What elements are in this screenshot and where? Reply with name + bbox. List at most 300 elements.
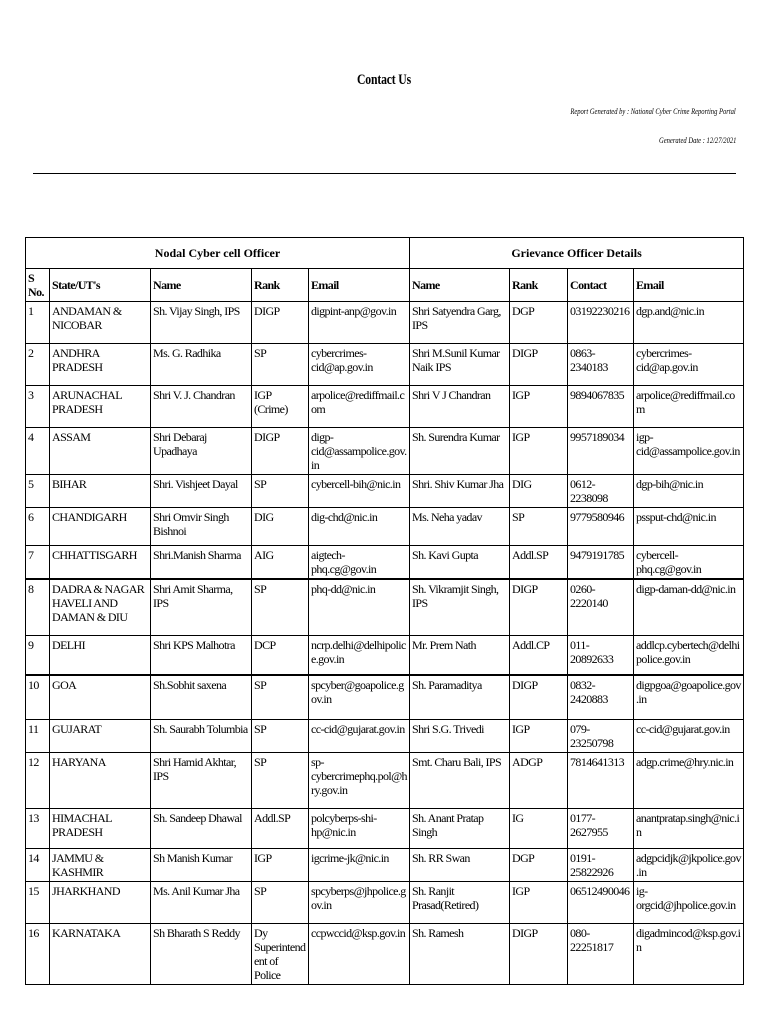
contact-text: 9957189034 — [570, 430, 625, 444]
grievance-rank-cell — [510, 386, 568, 428]
nodal-rank-text: SP — [254, 754, 267, 769]
grievance-rank-cell — [510, 881, 568, 923]
nodal-rank-text: DCP — [254, 637, 276, 652]
grievance-email-text[interactable]: igp-cid@assampolice.gov.in — [636, 430, 740, 458]
nodal-email-text[interactable]: digpint-anp@gov.in — [311, 304, 397, 318]
grievance-email-text[interactable]: anantpratap.singh@nic.in — [636, 810, 740, 839]
grievance-name-cell — [410, 475, 510, 508]
contact-cell — [568, 808, 634, 848]
grievance-name-text: Sh. Paramaditya — [412, 678, 482, 692]
grievance-name-text: Shri V J Chandran — [412, 388, 491, 402]
state-cell — [50, 881, 151, 923]
grievance-name-text: Mr. Prem Nath — [412, 637, 476, 652]
grievance-rank-cell — [510, 344, 568, 386]
nodal-name-cell — [151, 752, 252, 808]
sno-text: 8 — [28, 582, 34, 596]
grievance-name-cell — [410, 344, 510, 386]
nodal-rank-cell — [252, 344, 309, 386]
nodal-email-cell — [309, 635, 410, 675]
grievance-name-cell — [410, 675, 510, 719]
nodal-name-cell — [151, 675, 252, 719]
sno-text: 2 — [28, 346, 34, 360]
grievance-name-cell — [410, 635, 510, 675]
contact-text: 079-23250798 — [570, 721, 614, 750]
grievance-email-cell — [634, 302, 744, 344]
sno-text: 15 — [28, 883, 39, 898]
group-header-row — [26, 238, 744, 269]
nodal-name-text: Sh. Saurabh Tolumbia — [153, 721, 248, 736]
nodal-name-text: Shri. Vishjeet Dayal — [153, 477, 238, 491]
state-cell — [50, 808, 151, 848]
grievance-email-cell — [634, 546, 744, 580]
contact-text: 0832-2420883 — [570, 678, 608, 706]
grievance-rank-text: IGP — [512, 883, 530, 898]
nodal-email-text[interactable]: spcyberps@jhpolice.gov.in — [311, 883, 406, 912]
col-state: State/UT's — [50, 269, 151, 302]
grievance-rank-cell — [510, 508, 568, 546]
grievance-name-text: Smt. Charu Bali, IPS — [412, 754, 502, 769]
nodal-name-cell — [151, 546, 252, 580]
nodal-rank-cell — [252, 428, 309, 475]
nodal-email-cell — [309, 508, 410, 546]
nodal-name-text: Sh Manish Kumar — [153, 850, 232, 865]
state-cell — [50, 848, 151, 881]
contact-text: 9779580946 — [570, 510, 625, 524]
grievance-rank-text: IGP — [512, 430, 530, 444]
nodal-name-text: Shri Amit Sharma, IPS — [153, 582, 233, 610]
nodal-email-text[interactable]: cc-cid@gujarat.gov.in — [311, 721, 405, 736]
nodal-rank-text: DIG — [254, 510, 274, 524]
state-text: JAMMU & KASHMIR — [52, 850, 104, 879]
state-cell — [50, 428, 151, 475]
contact-cell — [568, 579, 634, 635]
nodal-name-cell — [151, 475, 252, 508]
grievance-name-cell — [410, 881, 510, 923]
sno-text: 5 — [28, 477, 34, 491]
grievance-rank-text: DGP — [512, 304, 535, 318]
grievance-rank-cell — [510, 428, 568, 475]
nodal-name-cell — [151, 719, 252, 752]
nodal-rank-cell — [252, 752, 309, 808]
grievance-name-cell — [410, 808, 510, 848]
nodal-email-text[interactable]: cybercrimes-cid@ap.gov.in — [311, 346, 373, 374]
nodal-email-cell — [309, 719, 410, 752]
contact-cell — [568, 881, 634, 923]
table-row — [26, 675, 744, 719]
grievance-email-text[interactable]: adgpcidjk@jkpolice.gov.in — [636, 850, 741, 879]
grievance-name-cell — [410, 428, 510, 475]
nodal-rank-cell — [252, 923, 309, 984]
nodal-email-cell — [309, 923, 410, 984]
nodal-name-cell — [151, 808, 252, 848]
nodal-rank-cell — [252, 635, 309, 675]
table-row — [26, 848, 744, 881]
contact-text: 9479191785 — [570, 548, 625, 562]
grievance-name-cell — [410, 302, 510, 344]
grievance-name-cell — [410, 386, 510, 428]
nodal-email-text[interactable]: phq-dd@nic.in — [311, 582, 376, 596]
nodal-name-text: Sh Bharath S Reddy — [153, 925, 240, 940]
state-cell — [50, 719, 151, 752]
grievance-rank-cell — [510, 719, 568, 752]
nodal-rank-text: DIGP — [254, 304, 280, 318]
contact-cell — [568, 719, 634, 752]
contact-cell — [568, 923, 634, 984]
grievance-name-text: Ms. Neha yadav — [412, 510, 482, 524]
grievance-email-text[interactable]: arpolice@rediffmail.com — [636, 388, 735, 416]
contact-cell — [568, 302, 634, 344]
grievance-rank-text: IGP — [512, 721, 530, 736]
contact-text: 080-22251817 — [570, 925, 614, 954]
state-text: JHARKHAND — [52, 883, 120, 898]
nodal-officer-header: Nodal Cyber cell Officer — [26, 238, 410, 269]
grievance-officer-header: Grievance Officer Details — [410, 238, 744, 269]
nodal-rank-cell — [252, 546, 309, 580]
grievance-email-text[interactable]: dgp.and@nic.in — [636, 304, 705, 318]
grievance-name-cell — [410, 923, 510, 984]
sno-cell — [26, 675, 50, 719]
nodal-email-text[interactable]: arpolice@rediffmail.com — [311, 388, 405, 416]
nodal-email-cell — [309, 344, 410, 386]
sno-cell — [26, 752, 50, 808]
contact-text: 0191-25822926 — [570, 850, 614, 879]
state-cell — [50, 579, 151, 635]
contact-cell — [568, 752, 634, 808]
sno-cell — [26, 386, 50, 428]
grievance-name-text: Shri S.G. Trivedi — [412, 721, 484, 736]
grievance-email-cell — [634, 635, 744, 675]
state-text: ANDHRA PRADESH — [52, 346, 103, 374]
grievance-rank-cell — [510, 546, 568, 580]
sno-text: 6 — [28, 510, 34, 524]
nodal-email-text[interactable]: ncrp.delhi@delhipolice.gov.in — [311, 637, 406, 666]
grievance-name-cell — [410, 719, 510, 752]
sno-cell — [26, 546, 50, 580]
grievance-email-cell — [634, 719, 744, 752]
grievance-name-cell — [410, 848, 510, 881]
sno-text: 13 — [28, 810, 39, 825]
grievance-name-cell — [410, 579, 510, 635]
nodal-rank-cell — [252, 579, 309, 635]
grievance-email-cell — [634, 752, 744, 808]
nodal-name-cell — [151, 302, 252, 344]
nodal-rank-text: SP — [254, 477, 267, 491]
table-row — [26, 808, 744, 848]
grievance-name-cell — [410, 508, 510, 546]
contact-text: 0177-2627955 — [570, 810, 608, 839]
sno-cell — [26, 808, 50, 848]
grievance-name-text: Shri M.Sunil Kumar Naik IPS — [412, 346, 500, 374]
nodal-rank-cell — [252, 848, 309, 881]
grievance-rank-text: IGP — [512, 388, 530, 402]
table-row — [26, 475, 744, 508]
nodal-email-cell — [309, 848, 410, 881]
state-cell — [50, 344, 151, 386]
table-row — [26, 302, 744, 344]
table-row — [26, 579, 744, 635]
table-row — [26, 344, 744, 386]
contact-cell — [568, 635, 634, 675]
nodal-email-text[interactable]: digp-cid@assampolice.gov.in — [311, 430, 407, 472]
nodal-name-text: Sh. Vijay Singh, IPS — [153, 304, 240, 318]
nodal-name-text: Ms. G. Radhika — [153, 346, 221, 360]
contact-text: 9894067835 — [570, 388, 625, 402]
nodal-name-text: Shri V. J. Chandran — [153, 388, 235, 402]
sno-cell — [26, 508, 50, 546]
table-body — [26, 302, 744, 985]
grievance-email-text[interactable]: cybercrimes-cid@ap.gov.in — [636, 346, 698, 374]
nodal-name-cell — [151, 579, 252, 635]
sno-cell — [26, 635, 50, 675]
nodal-rank-text: AIG — [254, 548, 274, 562]
state-cell — [50, 508, 151, 546]
grievance-email-cell — [634, 579, 744, 635]
generated-date: Generated Date : 12/27/2021 — [658, 136, 736, 145]
grievance-rank-text: DIGP — [512, 678, 538, 692]
grievance-email-cell — [634, 923, 744, 984]
grievance-rank-text: DIGP — [512, 925, 538, 940]
nodal-email-cell — [309, 546, 410, 580]
column-header-row — [26, 269, 744, 302]
sno-text: 12 — [28, 754, 39, 769]
state-cell — [50, 923, 151, 984]
col-grievance-rank: Rank — [510, 269, 568, 302]
grievance-name-text: Sh. Surendra Kumar — [412, 430, 500, 444]
grievance-rank-cell — [510, 808, 568, 848]
nodal-email-cell — [309, 579, 410, 635]
nodal-rank-text: Dy Superintendent of Police — [254, 925, 306, 982]
table-row — [26, 428, 744, 475]
grievance-email-text[interactable]: ig-orgcid@jhpolice.gov.in — [636, 883, 736, 912]
nodal-email-cell — [309, 881, 410, 923]
table-row — [26, 881, 744, 923]
col-sno: S No. — [26, 269, 50, 302]
nodal-name-cell — [151, 848, 252, 881]
grievance-email-cell — [634, 386, 744, 428]
col-grievance-contact: Contact — [568, 269, 634, 302]
sno-cell — [26, 881, 50, 923]
grievance-email-text[interactable]: cc-cid@gujarat.gov.in — [636, 721, 730, 736]
col-nodal-rank: Rank — [252, 269, 309, 302]
state-text: ASSAM — [52, 430, 91, 444]
nodal-email-cell — [309, 475, 410, 508]
table-row — [26, 386, 744, 428]
grievance-email-cell — [634, 881, 744, 923]
nodal-email-text[interactable]: ccpwccid@ksp.gov.in — [311, 925, 406, 940]
nodal-rank-cell — [252, 675, 309, 719]
nodal-email-text[interactable]: aigtech-phq.cg@gov.in — [311, 548, 377, 576]
nodal-email-text[interactable]: polcyberps-shi-hp@nic.in — [311, 810, 377, 839]
nodal-name-cell — [151, 881, 252, 923]
sno-cell — [26, 475, 50, 508]
nodal-email-cell — [309, 386, 410, 428]
sno-text: 7 — [28, 548, 34, 562]
nodal-rank-text: SP — [254, 678, 267, 692]
sno-text: 3 — [28, 388, 34, 402]
grievance-email-text[interactable]: digpgoa@goapolice.gov.in — [636, 678, 741, 706]
nodal-name-text: Ms. Anil Kumar Jha — [153, 883, 240, 898]
grievance-name-text: Sh. Ranjit Prasad(Retired) — [412, 883, 479, 912]
contact-cell — [568, 848, 634, 881]
nodal-rank-cell — [252, 302, 309, 344]
state-text: CHHATTISGARH — [52, 548, 137, 562]
table-row — [26, 719, 744, 752]
contact-text: 7814641313 — [570, 754, 625, 769]
state-cell — [50, 752, 151, 808]
grievance-rank-cell — [510, 475, 568, 508]
nodal-name-text: Sh.Sobhit saxena — [153, 678, 227, 692]
nodal-rank-text: DIGP — [254, 430, 280, 444]
contacts-table — [25, 237, 744, 985]
grievance-rank-text: DIGP — [512, 582, 538, 596]
grievance-rank-cell — [510, 752, 568, 808]
state-text: ANDAMAN & NICOBAR — [52, 304, 122, 332]
state-cell — [50, 302, 151, 344]
sno-cell — [26, 302, 50, 344]
sno-text: 1 — [28, 304, 34, 318]
nodal-email-text[interactable]: dig-chd@nic.in — [311, 510, 378, 524]
grievance-rank-text: Addl.CP — [512, 637, 550, 652]
table-row — [26, 508, 744, 546]
nodal-email-text[interactable]: igcrime-jk@nic.in — [311, 850, 389, 865]
nodal-email-cell — [309, 752, 410, 808]
nodal-name-cell — [151, 508, 252, 546]
contact-text: 03192230216 — [570, 304, 630, 318]
sno-text: 4 — [28, 430, 34, 444]
grievance-email-cell — [634, 475, 744, 508]
table-row — [26, 752, 744, 808]
grievance-email-text[interactable]: digadmincod@ksp.gov.in — [636, 925, 741, 954]
state-text: HIMACHAL PRADESH — [52, 810, 112, 839]
grievance-name-text: Sh. Ramesh — [412, 925, 464, 940]
grievance-name-text: Sh. Kavi Gupta — [412, 548, 478, 562]
nodal-rank-text: SP — [254, 346, 267, 360]
state-cell — [50, 475, 151, 508]
table-row — [26, 635, 744, 675]
grievance-rank-text: ADGP — [512, 754, 543, 769]
col-nodal-name: Name — [151, 269, 252, 302]
report-source: Report Generated by : National Cyber Crime Reporting Portal — [570, 107, 736, 116]
contact-text: 0612-2238098 — [570, 477, 608, 505]
sno-text: 9 — [28, 637, 34, 652]
contact-cell — [568, 428, 634, 475]
contact-text: 0260-2220140 — [570, 582, 608, 610]
grievance-rank-text: DIGP — [512, 346, 538, 360]
state-text: CHANDIGARH — [52, 510, 127, 524]
grievance-name-cell — [410, 546, 510, 580]
nodal-rank-text: SP — [254, 721, 267, 736]
nodal-email-text[interactable]: cybercell-bih@nic.in — [311, 477, 401, 491]
state-text: HARYANA — [52, 754, 106, 769]
grievance-email-cell — [634, 675, 744, 719]
sno-cell — [26, 719, 50, 752]
nodal-email-text[interactable]: spcyber@goapolice.gov.in — [311, 678, 404, 706]
grievance-email-text[interactable]: dgp-bih@nic.in — [636, 477, 704, 491]
sno-cell — [26, 428, 50, 475]
state-cell — [50, 546, 151, 580]
table-row — [26, 923, 744, 984]
contact-cell — [568, 675, 634, 719]
nodal-email-cell — [309, 675, 410, 719]
nodal-rank-cell — [252, 808, 309, 848]
nodal-rank-cell — [252, 508, 309, 546]
grievance-rank-cell — [510, 848, 568, 881]
state-cell — [50, 386, 151, 428]
nodal-email-text[interactable]: sp-cybercrimephq.pol@hry.gov.in — [311, 754, 407, 797]
grievance-email-cell — [634, 344, 744, 386]
sno-cell — [26, 344, 50, 386]
grievance-email-text[interactable]: addlcp.cybertech@delhipolice.gov.in — [636, 637, 740, 666]
nodal-name-cell — [151, 386, 252, 428]
contact-text: 0863-2340183 — [570, 346, 608, 374]
nodal-rank-cell — [252, 386, 309, 428]
state-text: DADRA & NAGAR HAVELI AND DAMAN & DIU — [52, 582, 145, 624]
sno-cell — [26, 923, 50, 984]
state-text: BIHAR — [52, 477, 87, 491]
nodal-name-cell — [151, 635, 252, 675]
table-row — [26, 546, 744, 580]
contact-cell — [568, 475, 634, 508]
contact-text: 06512490046 — [570, 883, 630, 898]
grievance-email-text[interactable]: cybercell-phq.cg@gov.in — [636, 548, 702, 576]
page-title: Contact Us — [356, 72, 412, 88]
grievance-rank-cell — [510, 302, 568, 344]
grievance-rank-text: IG — [512, 810, 524, 825]
grievance-rank-text: DGP — [512, 850, 535, 865]
nodal-name-cell — [151, 428, 252, 475]
nodal-rank-cell — [252, 475, 309, 508]
grievance-rank-text: SP — [512, 510, 525, 524]
sno-text: 11 — [28, 721, 39, 736]
grievance-name-text: Sh. Anant Pratap Singh — [412, 810, 484, 839]
sno-text: 14 — [28, 850, 39, 865]
state-text: GUJARAT — [52, 721, 102, 736]
nodal-name-text: Shri Debaraj Upadhaya — [153, 430, 207, 458]
grievance-email-text[interactable]: pssput-chd@nic.in — [636, 510, 716, 524]
grievance-email-text[interactable]: digp-daman-dd@nic.in — [636, 582, 736, 596]
grievance-name-cell — [410, 752, 510, 808]
col-grievance-email: Email — [634, 269, 744, 302]
grievance-rank-cell — [510, 635, 568, 675]
contact-cell — [568, 386, 634, 428]
grievance-name-text: Shri Satyendra Garg, IPS — [412, 304, 501, 332]
contact-text: 011-20892633 — [570, 637, 614, 666]
nodal-name-cell — [151, 344, 252, 386]
nodal-name-text: Shri Hamid Akhtar, IPS — [153, 754, 237, 783]
col-grievance-name: Name — [410, 269, 510, 302]
nodal-rank-text: SP — [254, 582, 267, 596]
contact-cell — [568, 508, 634, 546]
col-nodal-email: Email — [309, 269, 410, 302]
grievance-rank-text: DIG — [512, 477, 532, 491]
nodal-rank-text: Addl.SP — [254, 810, 291, 825]
nodal-name-text: Shri.Manish Sharma — [153, 548, 241, 562]
grievance-name-text: Sh. Vikramjit Singh, IPS — [412, 582, 499, 610]
nodal-rank-cell — [252, 881, 309, 923]
grievance-rank-cell — [510, 579, 568, 635]
state-cell — [50, 635, 151, 675]
nodal-name-text: Shri Omvir Singh Bishnoi — [153, 510, 229, 538]
grievance-email-cell — [634, 808, 744, 848]
grievance-name-text: Sh. RR Swan — [412, 850, 470, 865]
nodal-rank-text: IGP (Crime) — [254, 388, 288, 416]
contact-cell — [568, 344, 634, 386]
grievance-rank-cell — [510, 923, 568, 984]
grievance-email-text[interactable]: adgp.crime@hry.nic.in — [636, 754, 734, 769]
state-text: ARUNACHAL PRADESH — [52, 388, 122, 416]
state-text: GOA — [52, 678, 77, 692]
grievance-rank-cell — [510, 675, 568, 719]
